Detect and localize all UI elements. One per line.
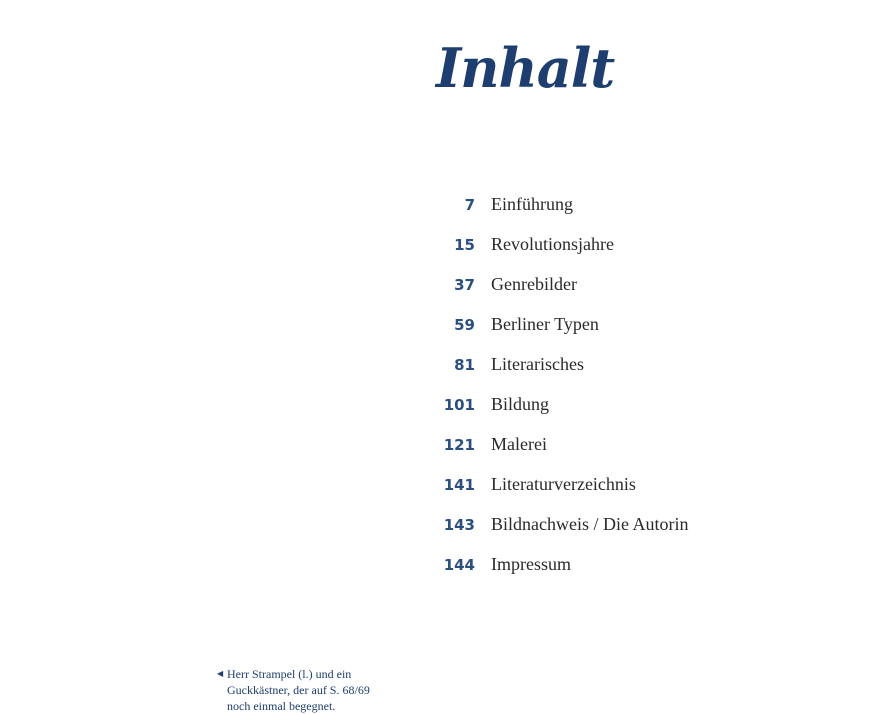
toc-chapter-title: Malerei bbox=[491, 434, 547, 454]
toc-chapter-title: Genrebilder bbox=[491, 274, 577, 294]
toc-page-number: 15 bbox=[454, 236, 475, 254]
toc-page-number: 37 bbox=[454, 276, 475, 294]
toc-entry bbox=[0, 350, 893, 390]
toc-chapter-title: Impressum bbox=[491, 554, 571, 574]
toc-entry bbox=[0, 190, 893, 230]
toc-chapter-title: Einführung bbox=[491, 194, 573, 214]
toc-page-number: 7 bbox=[464, 196, 475, 214]
toc-chapter-title: Bildung bbox=[491, 394, 550, 414]
toc-page-number: 143 bbox=[443, 516, 475, 534]
caption-text bbox=[217, 666, 417, 714]
caption-line: Herr Strampel (l.) und ein bbox=[227, 667, 352, 681]
toc-entry bbox=[0, 550, 893, 590]
toc-page-number: 101 bbox=[443, 396, 475, 414]
toc-entry bbox=[0, 390, 893, 430]
toc-chapter-title: Literaturverzeichnis bbox=[491, 474, 636, 494]
toc-chapter-title: Berliner Typen bbox=[491, 314, 599, 334]
table-of-contents bbox=[0, 190, 893, 590]
toc-entry bbox=[0, 270, 893, 310]
toc-chapter-title: Revolutionsjahre bbox=[491, 234, 614, 254]
toc-page-number: 144 bbox=[443, 556, 475, 574]
toc-entry bbox=[0, 230, 893, 270]
page-title: Inhalt bbox=[436, 36, 615, 101]
toc-entry bbox=[0, 470, 893, 510]
toc-entry bbox=[0, 310, 893, 350]
toc-entry bbox=[0, 510, 893, 550]
toc-page-number: 141 bbox=[443, 476, 475, 494]
toc-chapter-title: Literarisches bbox=[491, 354, 584, 374]
caption-line: noch einmal begegnet. bbox=[227, 699, 336, 713]
image-caption bbox=[217, 666, 417, 714]
toc-page-number: 59 bbox=[454, 316, 475, 334]
left-triangle-icon: ◀ bbox=[217, 669, 224, 678]
toc-entry bbox=[0, 430, 893, 470]
caption-line: Guckkästner, der auf S. 68/69 bbox=[227, 683, 370, 697]
toc-chapter-title: Bildnachweis / Die Autorin bbox=[491, 514, 689, 534]
toc-page-number: 81 bbox=[454, 356, 475, 374]
toc-page-number: 121 bbox=[443, 436, 475, 454]
